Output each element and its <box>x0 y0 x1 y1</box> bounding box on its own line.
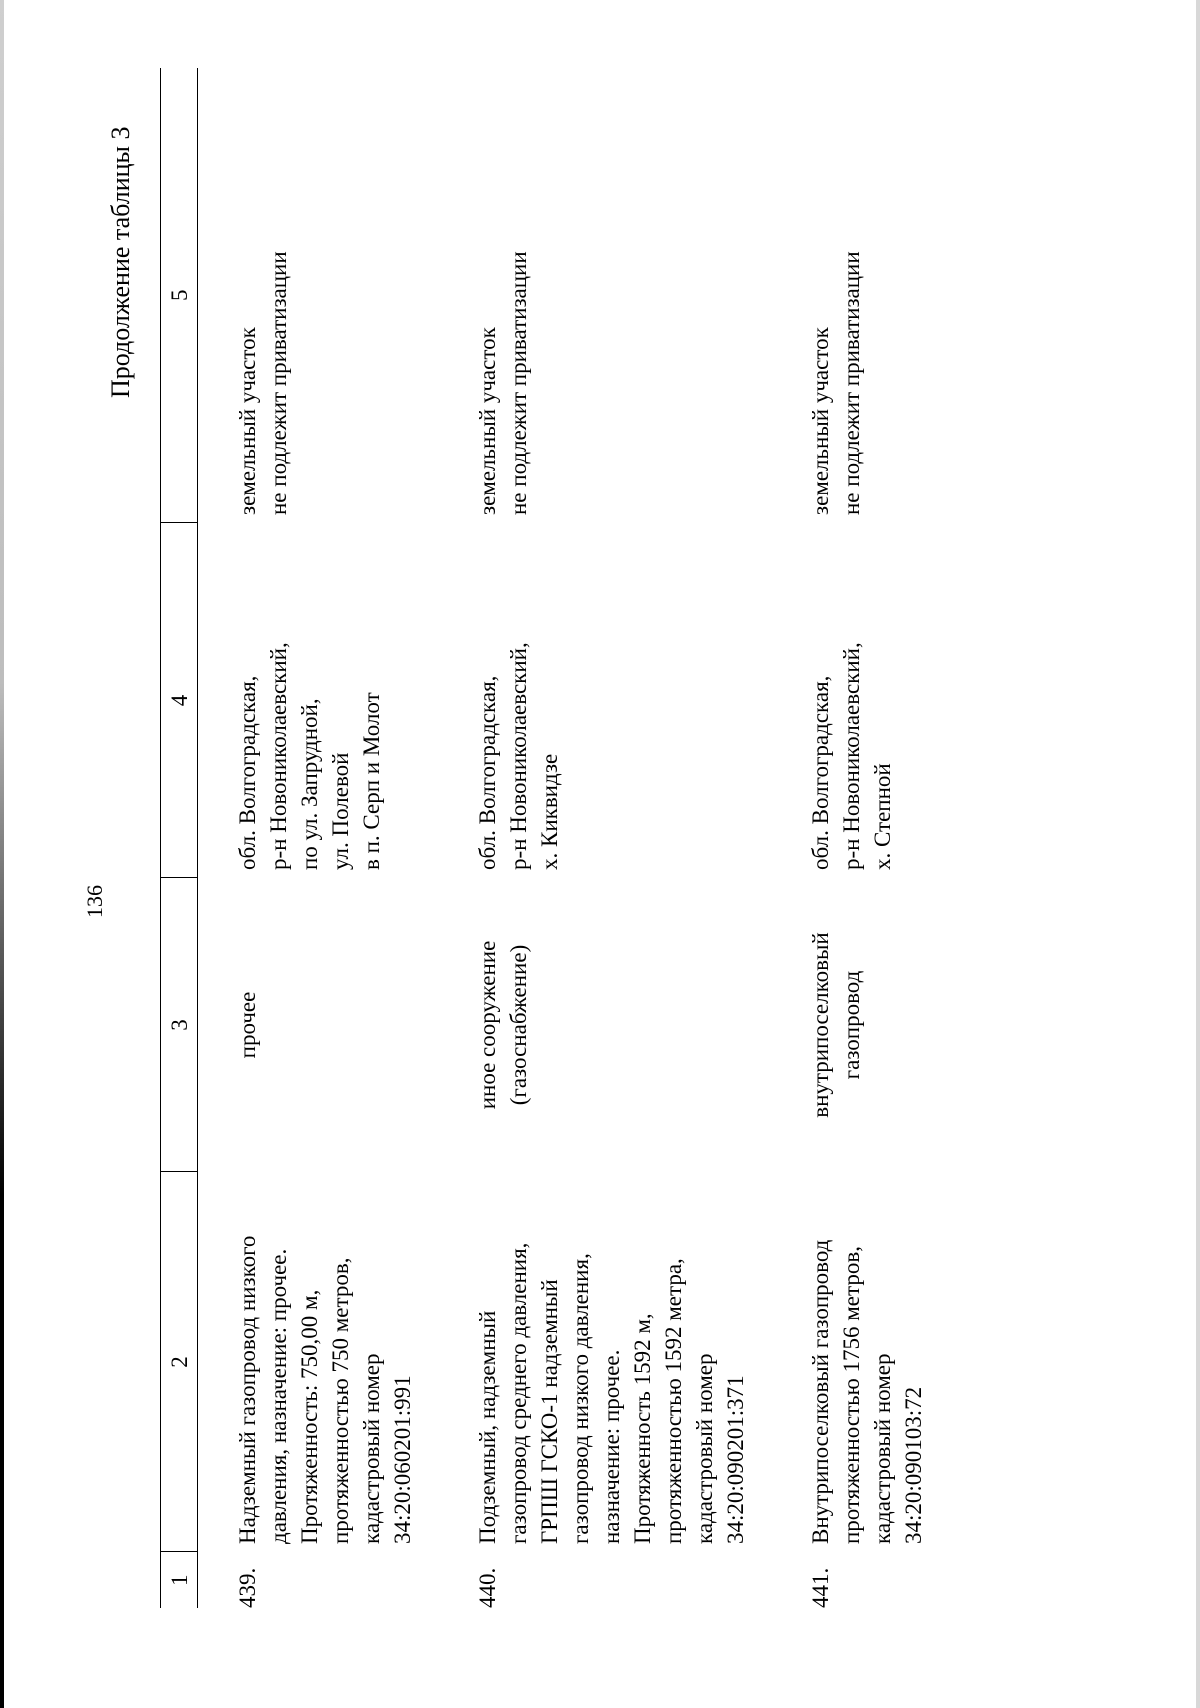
column-header-4: 4 <box>161 523 198 878</box>
table-row <box>198 68 439 1608</box>
object-type: внутрипоселковый газопровод <box>808 932 864 1118</box>
row-number: 441. <box>808 1567 833 1608</box>
table-header-row <box>161 68 198 1608</box>
row-number: 439. <box>235 1567 260 1608</box>
object-address: обл. Волгоградская, р-н Новониколаевский, х. Степной <box>808 642 895 870</box>
table-row <box>438 68 771 1608</box>
property-table <box>160 68 949 1608</box>
table-row <box>771 68 949 1608</box>
column-header-2: 2 <box>161 1172 198 1552</box>
object-description: Подземный, надземный газопровод среднего давления, ГРПШ ГСКО-1 надземный газопровод низкого давления, назначение: прочее. Протяженность 1592 м, протяженностью 1592 метра, кадастровый номер 34:20:090201:371 <box>475 1242 748 1544</box>
object-description: Внутрипоселковый газопровод протяженностью 1756 метров, кадастровый номер 34:20:090103:72 <box>808 1239 926 1544</box>
object-note: земельный участок не подлежит приватизации <box>475 251 531 515</box>
column-header-3: 3 <box>161 878 198 1172</box>
object-description: Надземный газопровод низкого давления, назначение: прочее. Протяженность: 750,00 м, протяженностью 750 метров, кадастровый номер 34:20:060201:991 <box>235 1235 415 1544</box>
table-continuation-label: Продолжение таблицы 3 <box>106 126 135 398</box>
page-number: 136 <box>82 885 107 918</box>
object-type: иное сооружение (газоснабжение) <box>475 940 531 1110</box>
object-note: земельный участок не подлежит приватизации <box>235 251 291 515</box>
object-note: земельный участок не подлежит приватизации <box>808 251 864 515</box>
column-header-1: 1 <box>161 1552 198 1608</box>
object-address: обл. Волгоградская, р-н Новониколаевский, х. Киквидзе <box>475 642 562 870</box>
column-header-5: 5 <box>161 68 198 523</box>
object-address: обл. Волгоградская, р-н Новониколаевский, по ул. Запрудной, ул. Полевой в п. Серп и Молот <box>235 642 384 870</box>
object-type: прочее <box>235 991 260 1059</box>
row-number: 440. <box>475 1567 500 1608</box>
